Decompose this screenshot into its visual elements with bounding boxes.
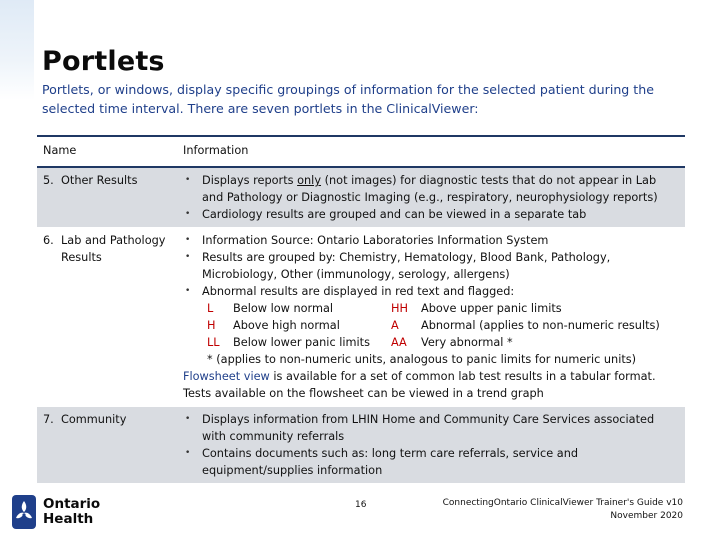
flowsheet-note: Flowsheet view is available for a set of common lab test results in a tabular format. Tests available on the flowsheet can be viewed in a trend graph: [183, 370, 656, 400]
list-item: • Contains documents such as: long term care referrals, service and equipment/supplies information: [183, 445, 679, 479]
table-row: [37, 407, 685, 484]
guide-footer: [443, 497, 683, 523]
flag-desc: Below lower panic limits: [233, 336, 370, 349]
flag-code: LL: [207, 336, 220, 349]
flag-code: A: [391, 319, 399, 332]
row-title: Other Results: [61, 174, 138, 187]
row-title: Community: [61, 413, 127, 426]
table-row: [37, 167, 685, 228]
trillium-icon: [12, 495, 36, 529]
header-information: Information: [177, 136, 685, 167]
list-item: • Abnormal results are displayed in red text and flagged:: [183, 283, 679, 300]
intro-text: Portlets, or windows, display specific groupings of information for the selected patient during the selected time interval. There are seven portlets in the ClinicalViewer:: [42, 82, 654, 116]
list-item: • Displays reports only (not images) for diagnostic tests that do not appear in Lab and Pathology or Diagnostic Imaging (e.g., respiratory, neurophysiology reports): [183, 172, 679, 206]
table-row: [37, 228, 685, 407]
row-info: [177, 407, 685, 484]
portlets-table: [37, 135, 685, 484]
list-item: • Cardiology results are grouped and can be viewed in a separate tab: [183, 206, 679, 223]
row-number: 7.: [43, 413, 54, 426]
logo-line-health: Health: [43, 511, 94, 527]
flowsheet-view-link[interactable]: Flowsheet view: [183, 370, 270, 383]
guide-date: November 2020: [610, 511, 683, 521]
row-title-cont: Results: [61, 251, 102, 264]
list-item: • Information Source: Ontario Laboratories Information System: [183, 232, 679, 249]
flag-code: L: [207, 302, 214, 315]
flag-desc: Very abnormal *: [421, 336, 513, 349]
guide-title: ConnectingOntario ClinicalViewer Trainer's Guide v10: [442, 498, 683, 508]
list-item: • Results are grouped by: Chemistry, Hematology, Blood Bank, Pathology, Microbiology, Other (immunology, serology, allergens): [183, 249, 679, 283]
row-name-lab-pathology: [37, 228, 177, 407]
flag-code: H: [207, 319, 216, 332]
flags-footnote: * (applies to non-numeric units, analogous to panic limits for numeric units): [207, 353, 637, 366]
flag-desc: Above high normal: [233, 319, 340, 332]
page-title: Portlets: [42, 46, 165, 77]
flag-desc: Below low normal: [233, 302, 334, 315]
page-number: 16: [355, 500, 367, 510]
header-name: Name: [37, 136, 177, 167]
row-title: Lab and Pathology: [61, 234, 166, 247]
list-item: • Displays information from LHIN Home and Community Care Services associated with community referrals: [183, 411, 679, 445]
row-number: 6.: [43, 234, 54, 247]
ontario-health-logo: [12, 495, 100, 529]
logo-line-ontario: Ontario: [43, 496, 101, 512]
row-info: [177, 167, 685, 228]
row-number: 5.: [43, 174, 54, 187]
flag-code: HH: [391, 302, 408, 315]
flag-desc: Abnormal (applies to non-numeric results): [421, 319, 660, 332]
slide-accent-strip: [0, 0, 34, 100]
row-name-other-results: [37, 167, 177, 228]
flag-desc: Above upper panic limits: [421, 302, 562, 315]
flag-code: AA: [391, 336, 407, 349]
abnormal-flags-legend: [207, 300, 679, 351]
row-info: [177, 228, 685, 407]
row-name-community: [37, 407, 177, 484]
table-header-row: [37, 136, 685, 167]
emphasis-only: only: [297, 174, 322, 187]
